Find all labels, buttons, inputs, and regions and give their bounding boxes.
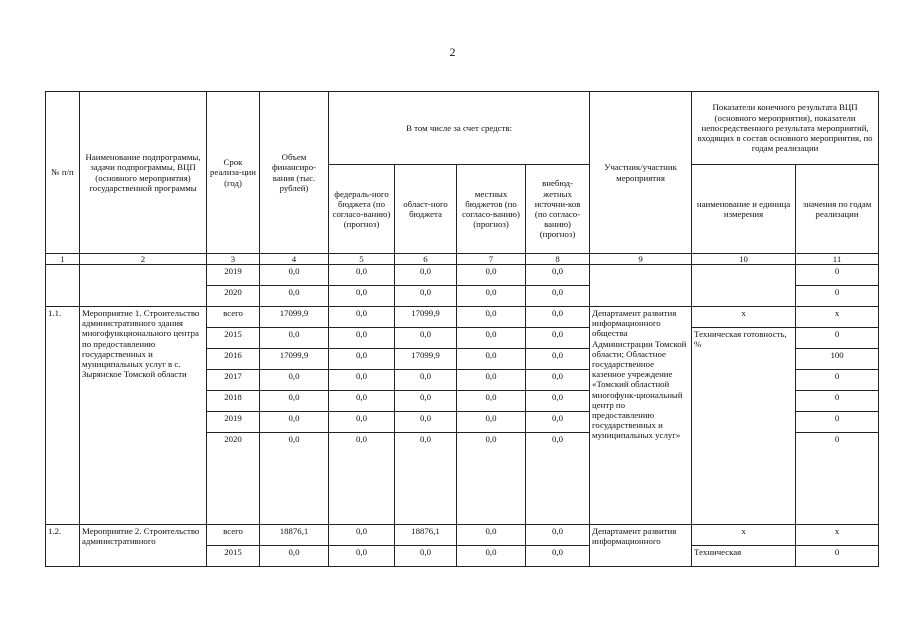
- table-row: [46, 525, 879, 546]
- federal-cell: 0,0: [329, 307, 395, 328]
- column-number: 10: [692, 254, 796, 265]
- extra-cell: 0,0: [526, 265, 590, 286]
- local-cell: 0,0: [457, 307, 526, 328]
- volume-cell: 17099,9: [260, 349, 329, 370]
- local-cell: 0,0: [457, 328, 526, 349]
- volume-cell: 0,0: [260, 328, 329, 349]
- indicator-total-cell: х: [692, 307, 796, 328]
- header-col-name: Наименование подпрограммы, задачи подпрограммы, ВЦП (основного мероприятия) государственной программы: [80, 92, 207, 254]
- extra-cell: 0,0: [526, 525, 590, 546]
- year-cell: 2015: [207, 546, 260, 567]
- year-cell: 2016: [207, 349, 260, 370]
- value-cell: 0: [796, 328, 879, 349]
- extra-cell: 0,0: [526, 328, 590, 349]
- column-number: 5: [329, 254, 395, 265]
- indicator-name-cell: Техническая: [692, 546, 796, 567]
- extra-cell: 0,0: [526, 370, 590, 391]
- column-number: 4: [260, 254, 329, 265]
- extra-cell: 0,0: [526, 307, 590, 328]
- section-name: Мероприятие 2. Строительство административного: [80, 525, 207, 567]
- regional-cell: 0,0: [395, 433, 457, 525]
- year-cell: всего: [207, 307, 260, 328]
- column-number: 8: [526, 254, 590, 265]
- participant-cell: Департамент развития информационного общества Администрации Томской области; Областное государственное казенное учреждение «Томский областной многофунк-циональный центр по предоставлению государственных и муниципальных услуг»: [590, 307, 692, 525]
- extra-cell: 0,0: [526, 286, 590, 307]
- extra-cell: 0,0: [526, 391, 590, 412]
- local-cell: 0,0: [457, 433, 526, 525]
- header-col-indicator-values: значения по годам реализации: [796, 165, 879, 254]
- column-number: 11: [796, 254, 879, 265]
- regional-cell: 0,0: [395, 265, 457, 286]
- header-group-indicators: Показатели конечного результата ВЦП (основного мероприятия), показатели непосредственного результата мероприятий, входящих в состав основного мероприятия, по годам реализации: [692, 92, 879, 165]
- header-col-number: № п/п: [46, 92, 80, 254]
- page-number: 2: [449, 45, 456, 59]
- header-group-funding: В том числе за счет средств:: [329, 92, 590, 165]
- section-number: 1.2.: [46, 525, 80, 567]
- federal-cell: 0,0: [329, 286, 395, 307]
- number-cell: [46, 265, 80, 307]
- federal-cell: 0,0: [329, 349, 395, 370]
- header-col-local: местных бюджетов (по согласо-ванию) (прогноз): [457, 165, 526, 254]
- regional-cell: 0,0: [395, 370, 457, 391]
- volume-cell: 0,0: [260, 546, 329, 567]
- indicator-total-cell: х: [692, 525, 796, 546]
- extra-cell: 0,0: [526, 433, 590, 525]
- name-cell: [80, 265, 207, 307]
- header-col-period: Срок реализа-ции (год): [207, 92, 260, 254]
- extra-cell: 0,0: [526, 349, 590, 370]
- header-col-participant: Участник/участник мероприятия: [590, 92, 692, 254]
- regional-cell: 17099,9: [395, 307, 457, 328]
- federal-cell: 0,0: [329, 328, 395, 349]
- volume-cell: 17099,9: [260, 307, 329, 328]
- section-name: Мероприятие 1. Строительство административного здания многофункционального центра по предоставлению государственных и муниципальных услуг в с. Зырянское Томской области: [80, 307, 207, 525]
- year-cell: 2015: [207, 328, 260, 349]
- local-cell: 0,0: [457, 349, 526, 370]
- value-cell: х: [796, 525, 879, 546]
- federal-cell: 0,0: [329, 265, 395, 286]
- local-cell: 0,0: [457, 546, 526, 567]
- value-cell: 0: [796, 546, 879, 567]
- column-number: 2: [80, 254, 207, 265]
- header-col-regional: област-ного бюджета: [395, 165, 457, 254]
- volume-cell: 18876,1: [260, 525, 329, 546]
- local-cell: 0,0: [457, 525, 526, 546]
- year-cell: 2019: [207, 412, 260, 433]
- regional-cell: 0,0: [395, 412, 457, 433]
- column-number: 7: [457, 254, 526, 265]
- volume-cell: 0,0: [260, 370, 329, 391]
- volume-cell: 0,0: [260, 286, 329, 307]
- federal-cell: 0,0: [329, 370, 395, 391]
- volume-cell: 0,0: [260, 433, 329, 525]
- local-cell: 0,0: [457, 412, 526, 433]
- regional-cell: 0,0: [395, 546, 457, 567]
- value-cell: х: [796, 307, 879, 328]
- year-cell: 2019: [207, 265, 260, 286]
- regional-cell: 17099,9: [395, 349, 457, 370]
- value-cell: 0: [796, 286, 879, 307]
- value-cell: 0: [796, 370, 879, 391]
- year-cell: всего: [207, 525, 260, 546]
- year-cell: 2020: [207, 433, 260, 525]
- value-cell: 0: [796, 391, 879, 412]
- table-row: [46, 265, 879, 286]
- regional-cell: 0,0: [395, 328, 457, 349]
- participant-cell: Департамент развития информационного: [590, 525, 692, 567]
- federal-cell: 0,0: [329, 525, 395, 546]
- regional-cell: 0,0: [395, 391, 457, 412]
- program-table: [45, 91, 879, 567]
- year-cell: 2018: [207, 391, 260, 412]
- federal-cell: 0,0: [329, 433, 395, 525]
- value-cell: 0: [796, 265, 879, 286]
- federal-cell: 0,0: [329, 546, 395, 567]
- column-number: 6: [395, 254, 457, 265]
- value-cell: 100: [796, 349, 879, 370]
- regional-cell: 0,0: [395, 286, 457, 307]
- volume-cell: 0,0: [260, 265, 329, 286]
- extra-cell: 0,0: [526, 412, 590, 433]
- column-number: 9: [590, 254, 692, 265]
- federal-cell: 0,0: [329, 391, 395, 412]
- header-col-extra: внебюд-жетных источни-ков (по согласо-ванию) (прогноз): [526, 165, 590, 254]
- regional-cell: 18876,1: [395, 525, 457, 546]
- header-col-indicator-name: наименование и единица измерения: [692, 165, 796, 254]
- value-cell: 0: [796, 412, 879, 433]
- column-numbers-row: [46, 254, 879, 265]
- local-cell: 0,0: [457, 265, 526, 286]
- value-cell: 0: [796, 433, 879, 525]
- volume-cell: 0,0: [260, 391, 329, 412]
- section-number: 1.1.: [46, 307, 80, 525]
- local-cell: 0,0: [457, 391, 526, 412]
- table-row: [46, 307, 879, 328]
- header-col-volume: Объем финансиро-вания (тыс. рублей): [260, 92, 329, 254]
- extra-cell: 0,0: [526, 546, 590, 567]
- year-cell: 2017: [207, 370, 260, 391]
- local-cell: 0,0: [457, 370, 526, 391]
- indicator-name-cell: Техническая готовность, %: [692, 328, 796, 525]
- column-number: 1: [46, 254, 80, 265]
- header-col-federal: федераль-ного бюджета (по согласо-ванию) (прогноз): [329, 165, 395, 254]
- volume-cell: 0,0: [260, 412, 329, 433]
- participant-cell: [590, 265, 692, 307]
- federal-cell: 0,0: [329, 412, 395, 433]
- year-cell: 2020: [207, 286, 260, 307]
- column-number: 3: [207, 254, 260, 265]
- local-cell: 0,0: [457, 286, 526, 307]
- indicator-name-cell: [692, 265, 796, 307]
